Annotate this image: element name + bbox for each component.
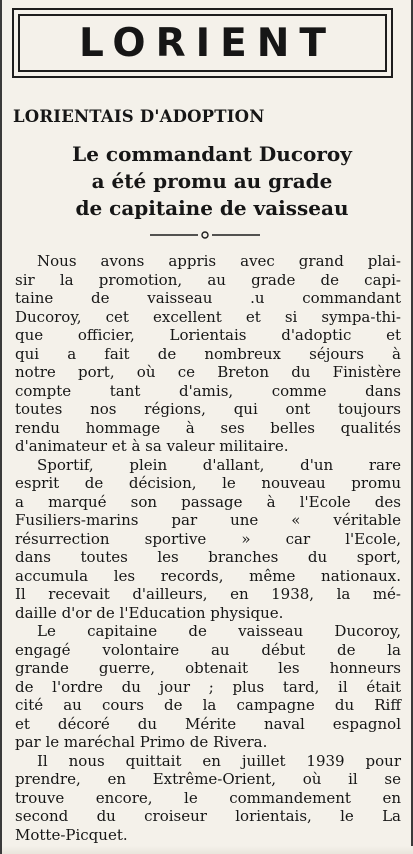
article-line: Ducoroy, cet excellent et si sympa-thi- [15,307,401,326]
article-line: grande guerre, obtenait les honneurs [15,659,401,677]
article-body [15,252,401,844]
article-line: résurrection sportive » car l'Ecole, [15,529,401,548]
article-line: compte tant d'amis, comme dans [15,381,401,400]
article-line: second du croiseur lorientais, le La [15,807,401,825]
article-line: taine de vaisseau .u commandant [15,289,401,307]
masthead-frame [12,8,393,78]
article-line: Fusiliers-marins par une « véritable [15,511,401,529]
article-line: esprit de décision, le nouveau promu [15,474,401,492]
article-line: cité au cours de la campagne du Riff [15,696,401,714]
article-line: accumula les records, même nationaux. [15,566,401,585]
article-line: Sportif, plein d'allant, d'un rare [37,455,401,474]
article-line: notre port, où ce Breton du Finistère [15,363,401,381]
article-line: qui a fait de nombreux séjours à [15,344,401,363]
article-line: rendu hommage à ses belles qualités [15,418,401,437]
article-line: daille d'or de l'Education physique. [15,603,284,622]
page-cutoff-edge [2,846,413,854]
article-line: d'animateur et à sa valeur militaire. [15,437,289,455]
masthead-title: LORIENT [78,20,337,66]
article-line: Nous avons appris avec grand plai- [37,252,401,270]
article-line: par le maréchal Primo de Rivera. [15,733,268,751]
ornament-divider [150,231,260,239]
article-line: que officier, Lorientais d'adoptic et [15,326,401,344]
article-line: de l'ordre du jour ; plus tard, il était [15,677,401,696]
article-line: Il recevait d'ailleurs, en 1938, la mé- [15,585,401,603]
article-line: a marqué son passage à l'Ecole des [15,492,401,511]
article-headline [22,141,402,222]
section-label: LORIENTAIS D'ADOPTION [13,107,265,126]
masthead-inner-frame [18,14,387,72]
article-line: prendre, en Extrême-Orient, où il se [15,770,401,788]
article-line: sir la promotion, au grade de capi- [15,270,401,289]
article-line: et décoré du Mérite naval espagnol [15,714,401,733]
article-line: Le capitaine de vaisseau Ducoroy, [37,622,401,640]
article-line: Motte-Picquet. [15,825,128,844]
headline-line: Le commandant Ducoroy [72,142,352,166]
article-line: toutes nos régions, qui ont toujours [15,400,401,418]
article-line: dans toutes les branches du sport, [15,548,401,566]
article-line: engagé volontaire au début de la [15,640,401,659]
headline-line: a été promu au grade [91,169,333,193]
article-line: Il nous quittait en juillet 1939 pour [37,751,401,770]
headline-line: de capitaine de vaisseau [75,196,349,220]
article-line: trouve encore, le commandement en [15,788,401,807]
